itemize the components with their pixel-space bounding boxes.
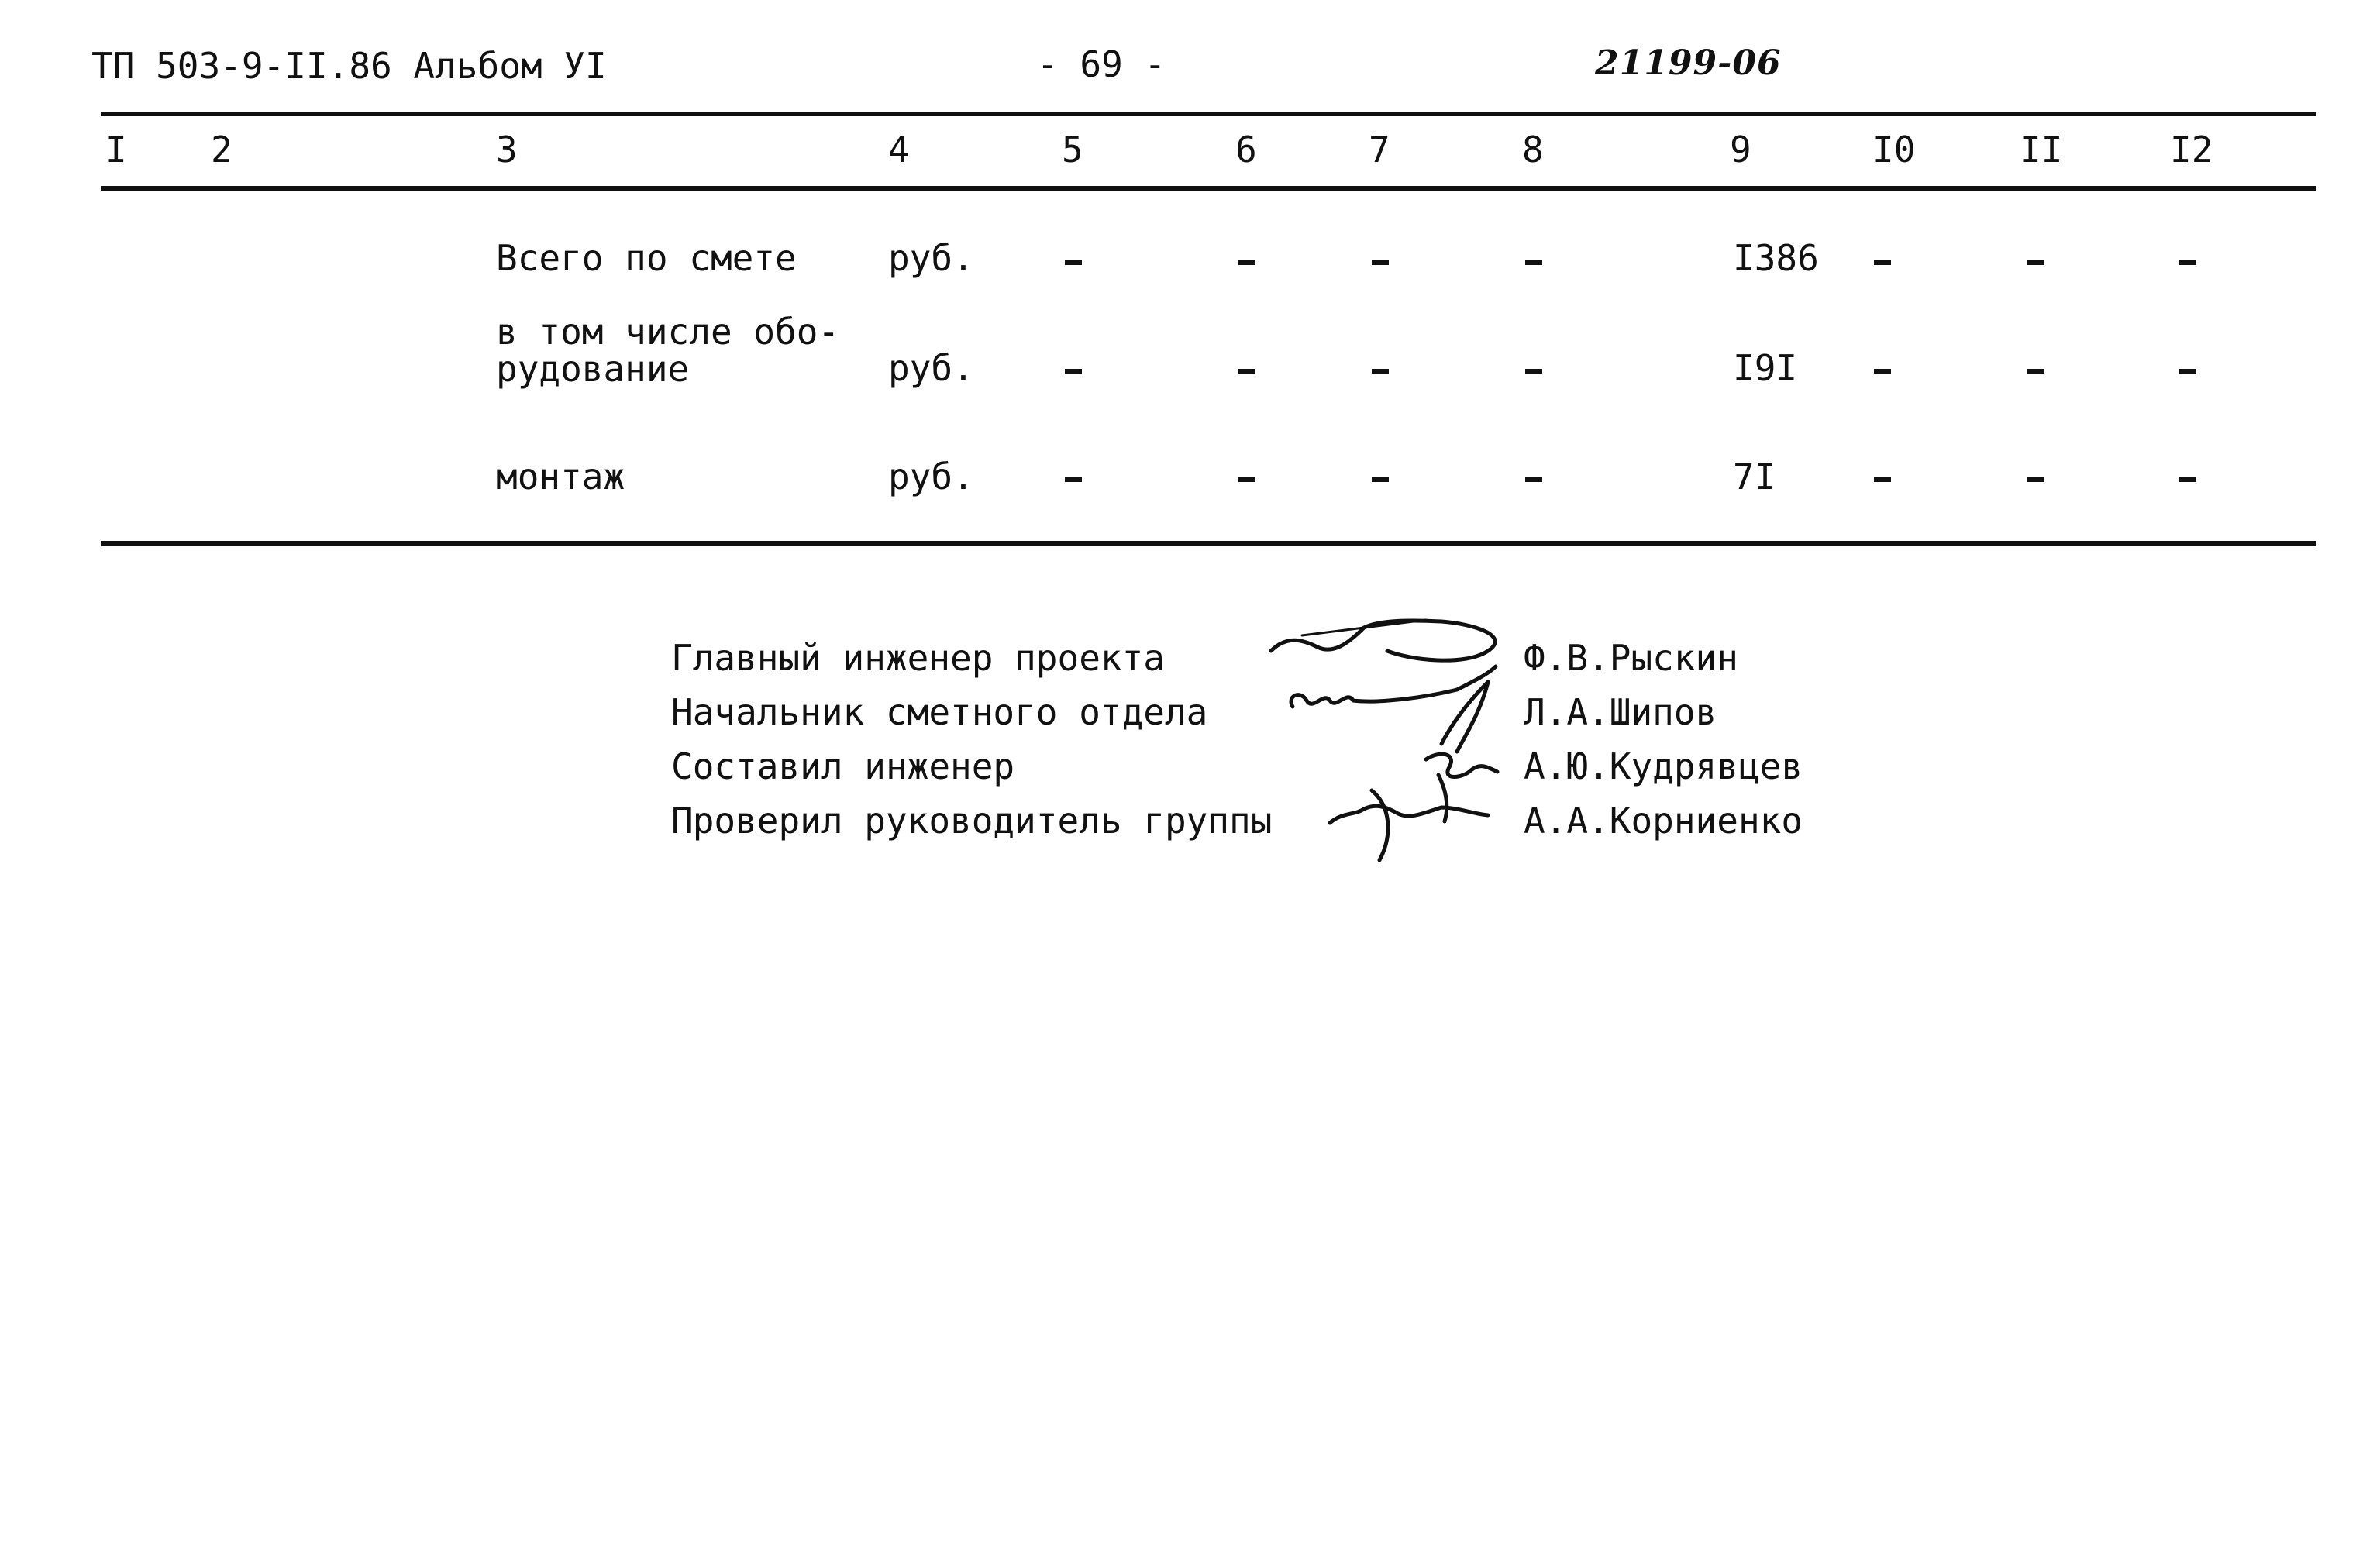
empty-dash [1065, 369, 1082, 374]
signature-stroke-2 [1291, 666, 1496, 707]
handwritten-signatures [1255, 604, 1519, 868]
signatory-role: Начальник сметного отдела [671, 691, 1208, 733]
empty-dash [2179, 260, 2196, 265]
signature-stroke-4 [1330, 806, 1488, 823]
empty-dash [2179, 369, 2196, 374]
empty-dash [2027, 369, 2044, 374]
signatory-name: Ф.В.Рыскин [1524, 637, 1738, 679]
row-unit: руб. [888, 456, 974, 497]
signatory-name: Л.А.Шипов [1524, 691, 1717, 733]
column-number: I2 [2170, 129, 2213, 170]
empty-dash [1874, 477, 1891, 482]
signature-stroke-1b [1302, 620, 1426, 635]
column-number: I [105, 129, 127, 170]
column-number: II [2020, 129, 2063, 170]
column-number: 7 [1369, 129, 1390, 170]
signatory-role: Главный инженер проекта [671, 637, 1165, 679]
signatory-role: Составил инженер [671, 745, 1015, 787]
row-label: в том числе обо- рудование [496, 311, 840, 390]
empty-dash [1238, 477, 1255, 482]
empty-dash [1525, 369, 1542, 374]
document-reference: ТП 503-9-II.86 Альбом УI [91, 45, 607, 87]
row-label: монтаж [496, 456, 625, 497]
empty-dash [1874, 369, 1891, 374]
table-bottom-rule [101, 541, 2316, 546]
column-number: 6 [1235, 129, 1257, 170]
row-label: Всего по смете [496, 237, 797, 279]
empty-dash [1372, 369, 1389, 374]
signatory-name: А.Ю.Кудрявцев [1524, 745, 1803, 787]
row-value: 7I [1733, 456, 1776, 497]
signature-stroke-4b [1372, 790, 1388, 860]
empty-dash [1238, 369, 1255, 374]
empty-dash [1238, 260, 1255, 265]
table-header-rule [101, 186, 2316, 191]
column-number: 3 [496, 129, 518, 170]
empty-dash [2027, 260, 2044, 265]
empty-dash [1372, 477, 1389, 482]
empty-dash [1525, 260, 1542, 265]
empty-dash [1874, 260, 1891, 265]
column-number: 2 [211, 129, 232, 170]
column-number: 4 [888, 129, 910, 170]
empty-dash [1065, 260, 1082, 265]
signature-stroke-3 [1426, 754, 1497, 776]
signatory-name: А.А.Корниенко [1524, 800, 1803, 842]
signature-stroke-1 [1271, 621, 1495, 660]
row-unit: руб. [888, 347, 974, 389]
table-top-rule [101, 112, 2316, 116]
column-number: 8 [1522, 129, 1544, 170]
page-number: - 69 - [1037, 43, 1166, 85]
empty-dash [1525, 477, 1542, 482]
column-number: 9 [1730, 129, 1751, 170]
row-value: I9I [1733, 347, 1798, 389]
row-value: I386 [1733, 237, 1819, 279]
column-number: 5 [1062, 129, 1083, 170]
empty-dash [2179, 477, 2196, 482]
empty-dash [2027, 477, 2044, 482]
signature-stroke-3b [1438, 775, 1447, 821]
empty-dash [1065, 477, 1082, 482]
row-unit: руб. [888, 237, 974, 279]
column-number: I0 [1872, 129, 1916, 170]
signatory-role: Проверил руководитель группы [671, 800, 1273, 842]
inventory-number: 21199-06 [1595, 43, 1782, 83]
empty-dash [1372, 260, 1389, 265]
